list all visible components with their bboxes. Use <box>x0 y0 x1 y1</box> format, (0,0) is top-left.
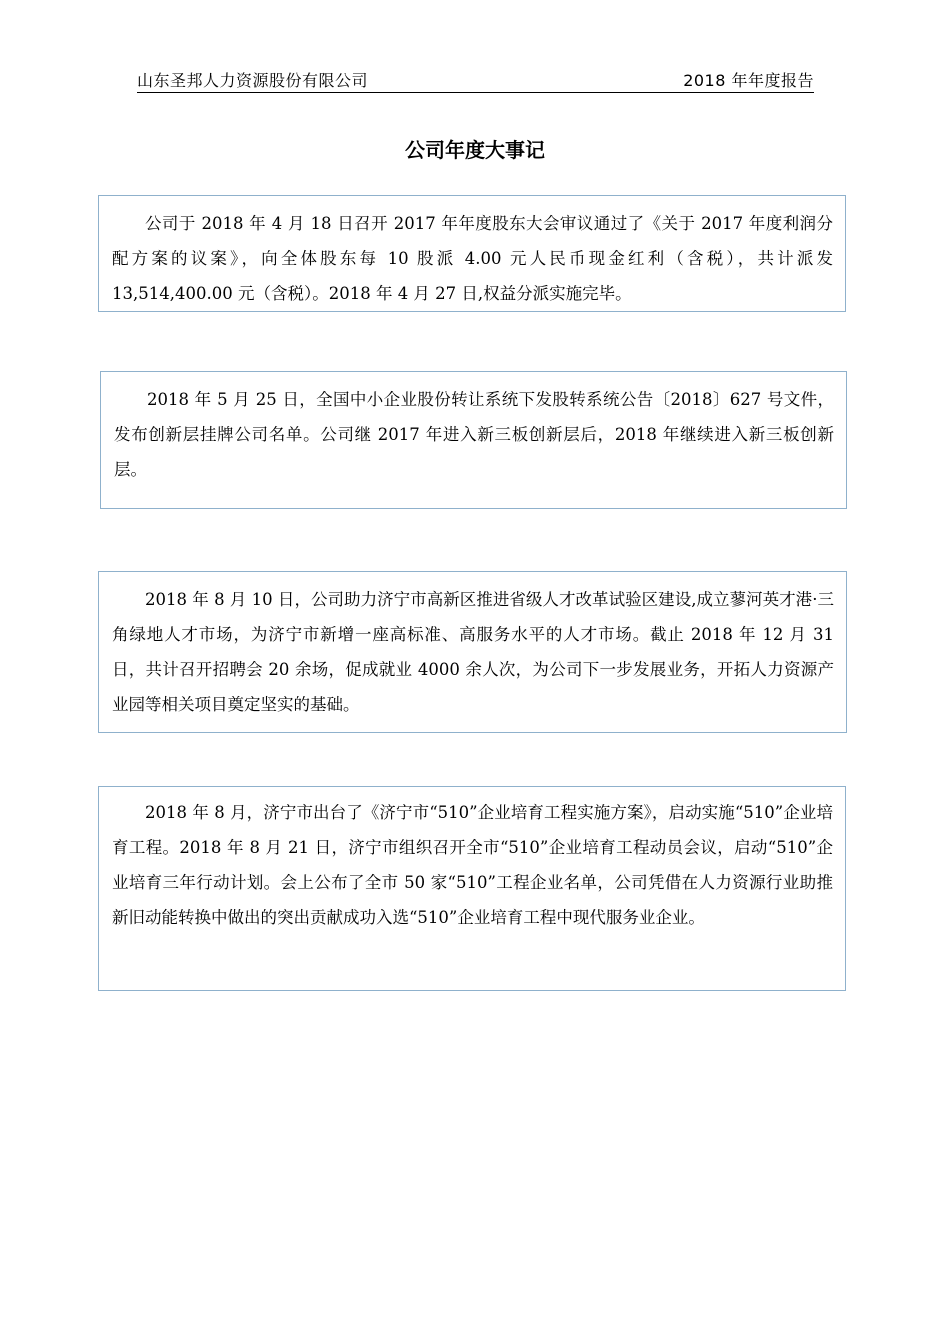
header-report-title: 2018 年年度报告 <box>683 71 814 90</box>
event-box-innovation-tier <box>100 371 847 509</box>
header-company-name: 山东圣邦人力资源股份有限公司 <box>137 71 369 90</box>
event-text: 公司于 2018 年 4 月 18 日召开 2017 年年度股东大会审议通过了《关于 2017 年度利润分配方案的议案》，向全体股东每 10 股派 4.00 元人民币现金红利（含税），共计派发 13,514,400.00 元（含税）。2018 年 4 月 27 日,权益分派实施完毕。 <box>112 214 833 303</box>
event-box-dividend <box>98 195 846 312</box>
event-box-talent-market <box>98 571 847 733</box>
event-text: 2018 年 5 月 25 日，全国中小企业股份转让系统下发股转系统公告〔2018〕627 号文件，发布创新层挂牌公司名单。公司继 2017 年进入新三板创新层后，2018 年继续进入新三板创新层。 <box>114 390 834 479</box>
event-text: 2018 年 8 月 10 日，公司助力济宁市高新区推进省级人才改革试验区建设,成立蓼河英才港·三角绿地人才市场，为济宁市新增一座高标准、高服务水平的人才市场。截止 2018 年 12 月 31 日，共计召开招聘会 20 余场，促成就业 4000 余人次，为公司下一步发展业务，开拓人力资源产业园等相关项目奠定坚实的基础。 <box>112 590 834 714</box>
page-title: 公司年度大事记 <box>405 138 545 162</box>
page-header <box>137 70 814 93</box>
event-text: 2018 年 8 月，济宁市出台了《济宁市“510”企业培育工程实施方案》，启动实施“510”企业培育工程。2018 年 8 月 21 日，济宁市组织召开全市“510”企业培育工程动员会议，启动“510”企业培育三年行动计划。会上公布了全市 50 家“510”工程企业名单，公司凭借在人力资源行业助推新旧动能转换中做出的突出贡献成功入选“510”企业培育工程中现代服务业企业。 <box>112 803 833 927</box>
event-box-510-program <box>98 786 846 991</box>
